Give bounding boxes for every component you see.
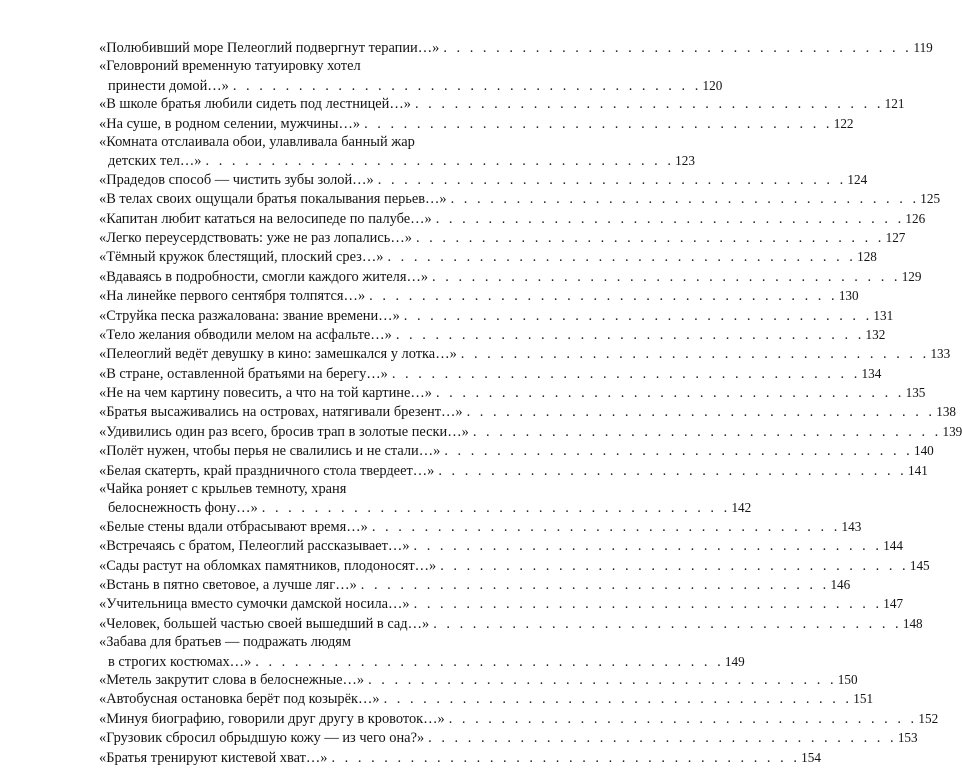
dot-leader bbox=[364, 671, 833, 690]
page-number: 148 bbox=[902, 615, 923, 631]
toc-entry-title: «На линейке первого сентября толпятся…» bbox=[99, 288, 366, 305]
toc-entry-title: «Братья высаживались на островах, натягивали брезент…» bbox=[99, 404, 463, 421]
page-number: 141 bbox=[908, 462, 928, 478]
page-number: 122 bbox=[833, 115, 854, 131]
toc-entry bbox=[99, 594, 904, 613]
toc-entry bbox=[99, 38, 933, 57]
toc-entry-title: «Братья тренируют кистевой хват…» bbox=[99, 749, 328, 766]
page-number: 124 bbox=[847, 171, 868, 187]
page-number: 119 bbox=[913, 40, 933, 55]
toc-entry bbox=[99, 325, 886, 344]
dot-leader bbox=[410, 595, 879, 614]
dot-leader bbox=[457, 345, 926, 364]
toc-entry-title: «Тёмный кружок блестящий, плоский срез…» bbox=[99, 249, 384, 266]
dot-leader bbox=[440, 442, 909, 461]
dot-leader bbox=[432, 384, 901, 403]
toc-entry bbox=[99, 689, 874, 708]
toc-entry-title: «В школе братья любили сидеть под лестницей…» bbox=[99, 96, 411, 113]
toc-entry bbox=[99, 114, 854, 133]
page-number: 151 bbox=[853, 691, 874, 707]
page-number: 123 bbox=[675, 153, 695, 169]
toc-entry-title: «Забава для братьев — подражать людям bbox=[99, 634, 352, 651]
dot-leader bbox=[410, 537, 879, 556]
page-number: 143 bbox=[841, 518, 862, 534]
page-number: 135 bbox=[905, 385, 926, 401]
toc-entry-title: «Полёт нужен, чтобы перья не свалились и не стали…» bbox=[99, 443, 441, 460]
toc-entry-title-continuation: белоснежность фону…» bbox=[108, 500, 258, 517]
toc-entry-title: «Полюбивший море Пелеоглий подвергнут терапии…» bbox=[99, 40, 440, 56]
page-number: 128 bbox=[857, 249, 877, 265]
dot-leader bbox=[383, 248, 852, 267]
toc-entry bbox=[99, 517, 862, 536]
toc-entry bbox=[99, 614, 923, 633]
toc-entry bbox=[99, 94, 905, 113]
dot-leader bbox=[424, 729, 893, 748]
table-of-contents bbox=[99, 38, 962, 767]
toc-entry bbox=[99, 344, 951, 363]
dot-leader bbox=[412, 229, 881, 248]
toc-entry bbox=[99, 189, 941, 208]
toc-entry bbox=[99, 441, 934, 460]
page-number: 144 bbox=[883, 538, 903, 554]
toc-entry bbox=[99, 383, 926, 402]
page-number: 147 bbox=[883, 596, 904, 612]
page-number: 129 bbox=[901, 268, 922, 284]
toc-entry-title: «Вдаваясь в подробности, смогли каждого жителя…» bbox=[99, 268, 429, 285]
toc-entry-title-continuation: принести домой…» bbox=[108, 77, 229, 94]
dot-leader bbox=[365, 287, 834, 306]
toc-entry bbox=[99, 133, 695, 170]
dot-leader bbox=[411, 95, 880, 114]
dot-leader bbox=[388, 365, 857, 384]
toc-entry-title: «Комната отслаивала обои, улавливала банный жар bbox=[99, 133, 415, 150]
dot-leader bbox=[360, 115, 829, 134]
toc-entry-title: «Сады растут на обломках памятников, плодоносят…» bbox=[99, 557, 437, 574]
toc-entry-title: «На суше, в родном селении, мужчины…» bbox=[99, 115, 361, 132]
page-number: 131 bbox=[873, 307, 894, 323]
toc-entry bbox=[99, 267, 922, 286]
toc-entry bbox=[99, 170, 868, 189]
dot-leader bbox=[445, 710, 914, 729]
page-number: 132 bbox=[865, 326, 886, 342]
toc-entry-title: «Встречаясь с братом, Пелеоглий рассказывает…» bbox=[99, 538, 410, 555]
page-number: 139 bbox=[942, 423, 962, 439]
toc-entry bbox=[99, 670, 858, 689]
dot-leader bbox=[202, 153, 671, 170]
dot-leader bbox=[429, 615, 898, 634]
toc-entry-title: «Минуя биографию, говорили друг другу в кровоток…» bbox=[99, 710, 445, 727]
page-number: 140 bbox=[913, 443, 934, 459]
toc-entry-title: «Капитан любит кататься на велосипеде по палубе…» bbox=[99, 210, 432, 227]
page-number: 127 bbox=[885, 229, 906, 245]
toc-entry bbox=[99, 536, 903, 555]
toc-entry bbox=[99, 402, 957, 421]
toc-entry-title: «Струйка песка разжалована: звание времени…» bbox=[99, 307, 400, 324]
toc-entry bbox=[99, 728, 918, 747]
page-number: 121 bbox=[884, 96, 905, 112]
toc-entry bbox=[99, 247, 877, 266]
dot-leader bbox=[463, 403, 932, 422]
toc-entry-title: «Белые стены вдали отбрасывают время…» bbox=[99, 518, 368, 535]
page-number: 134 bbox=[861, 365, 882, 381]
toc-entry bbox=[99, 709, 939, 728]
toc-entry bbox=[99, 633, 745, 670]
dot-leader bbox=[392, 326, 861, 345]
toc-entry bbox=[99, 556, 930, 575]
toc-entry-title: «В телах своих ощущали братья покалывания перьев…» bbox=[99, 191, 447, 208]
dot-leader bbox=[432, 210, 901, 229]
toc-entry-title: «Пелеоглий ведёт девушку в кино: замешкался у лотка…» bbox=[99, 346, 457, 363]
toc-entry-title: «Белая скатерть, край праздничного стола твердеет…» bbox=[99, 462, 435, 479]
page-number: 120 bbox=[702, 77, 723, 93]
page-number: 133 bbox=[930, 346, 951, 362]
dot-leader bbox=[400, 307, 869, 326]
toc-entry bbox=[99, 228, 906, 247]
dot-leader bbox=[368, 518, 837, 537]
toc-entry-title: «Учительница вместо сумочки дамской носила…» bbox=[99, 596, 410, 613]
dot-leader bbox=[380, 690, 849, 709]
page-number: 152 bbox=[918, 710, 939, 726]
dot-leader bbox=[357, 576, 826, 595]
toc-entry-title: «Грузовик сбросил обрыдшую кожу — из чего она?» bbox=[99, 730, 425, 747]
toc-entry bbox=[99, 748, 821, 767]
toc-entry-title: «Чайка роняет с крыльев темноту, храня bbox=[99, 481, 347, 498]
dot-leader bbox=[229, 78, 698, 95]
toc-entry bbox=[99, 480, 752, 517]
toc-entry-title-continuation: детских тел…» bbox=[108, 153, 202, 170]
page-number: 126 bbox=[905, 210, 926, 226]
toc-entry-title: «Человек, большей частью своей вышедший в сад…» bbox=[99, 615, 430, 632]
page-number: 130 bbox=[838, 288, 859, 304]
dot-leader bbox=[327, 749, 796, 768]
toc-entry-title: «Прадедов способ — чистить зубы золой…» bbox=[99, 171, 374, 188]
toc-entry-title: «Удивились один раз всего, бросив трап в золотые пески…» bbox=[99, 423, 469, 440]
page-number: 150 bbox=[837, 671, 858, 687]
toc-entry bbox=[99, 575, 851, 594]
dot-leader bbox=[447, 190, 916, 209]
toc-entry bbox=[99, 209, 926, 228]
dot-leader bbox=[434, 462, 903, 481]
dot-leader bbox=[428, 268, 897, 287]
page-number: 149 bbox=[724, 653, 745, 669]
dot-leader bbox=[251, 654, 720, 671]
dot-leader bbox=[439, 39, 908, 58]
toc-entry bbox=[99, 461, 928, 480]
toc-entry-title: «Легко переусердствовать: уже не раз лопались…» bbox=[99, 229, 412, 246]
toc-entry-title-continuation: в строгих костюмах…» bbox=[108, 653, 252, 670]
dot-leader bbox=[436, 557, 905, 576]
dot-leader bbox=[374, 171, 843, 190]
dot-leader bbox=[469, 423, 938, 442]
page-number: 154 bbox=[801, 749, 821, 765]
page-number: 146 bbox=[830, 576, 851, 592]
toc-entry-title: «Тело желания обводили мелом на асфальте…» bbox=[99, 326, 392, 343]
dot-leader bbox=[258, 500, 727, 517]
toc-entry-title: «Геловроний временную татуировку хотел bbox=[99, 58, 361, 75]
toc-entry bbox=[99, 306, 894, 325]
toc-entry bbox=[99, 422, 962, 441]
toc-entry-title: «Автобусная остановка берёт под козырёк…» bbox=[99, 691, 380, 708]
page-number: 142 bbox=[731, 500, 752, 516]
page-number: 138 bbox=[936, 404, 957, 420]
toc-entry-title: «Встань в пятно световое, а лучше ляг…» bbox=[99, 576, 357, 593]
toc-entry-title: «Не на чем картину повесить, а что на той картине…» bbox=[99, 385, 432, 402]
toc-entry bbox=[99, 364, 882, 383]
toc-entry bbox=[99, 57, 723, 94]
toc-entry-title: «Метель закрутит слова в белоснежные…» bbox=[99, 671, 365, 688]
page-number: 125 bbox=[920, 191, 941, 207]
toc-entry-title: «В стране, оставленной братьями на берегу…» bbox=[99, 365, 388, 382]
page-number: 153 bbox=[897, 730, 918, 746]
page-number: 145 bbox=[909, 557, 930, 573]
toc-entry bbox=[99, 286, 859, 305]
